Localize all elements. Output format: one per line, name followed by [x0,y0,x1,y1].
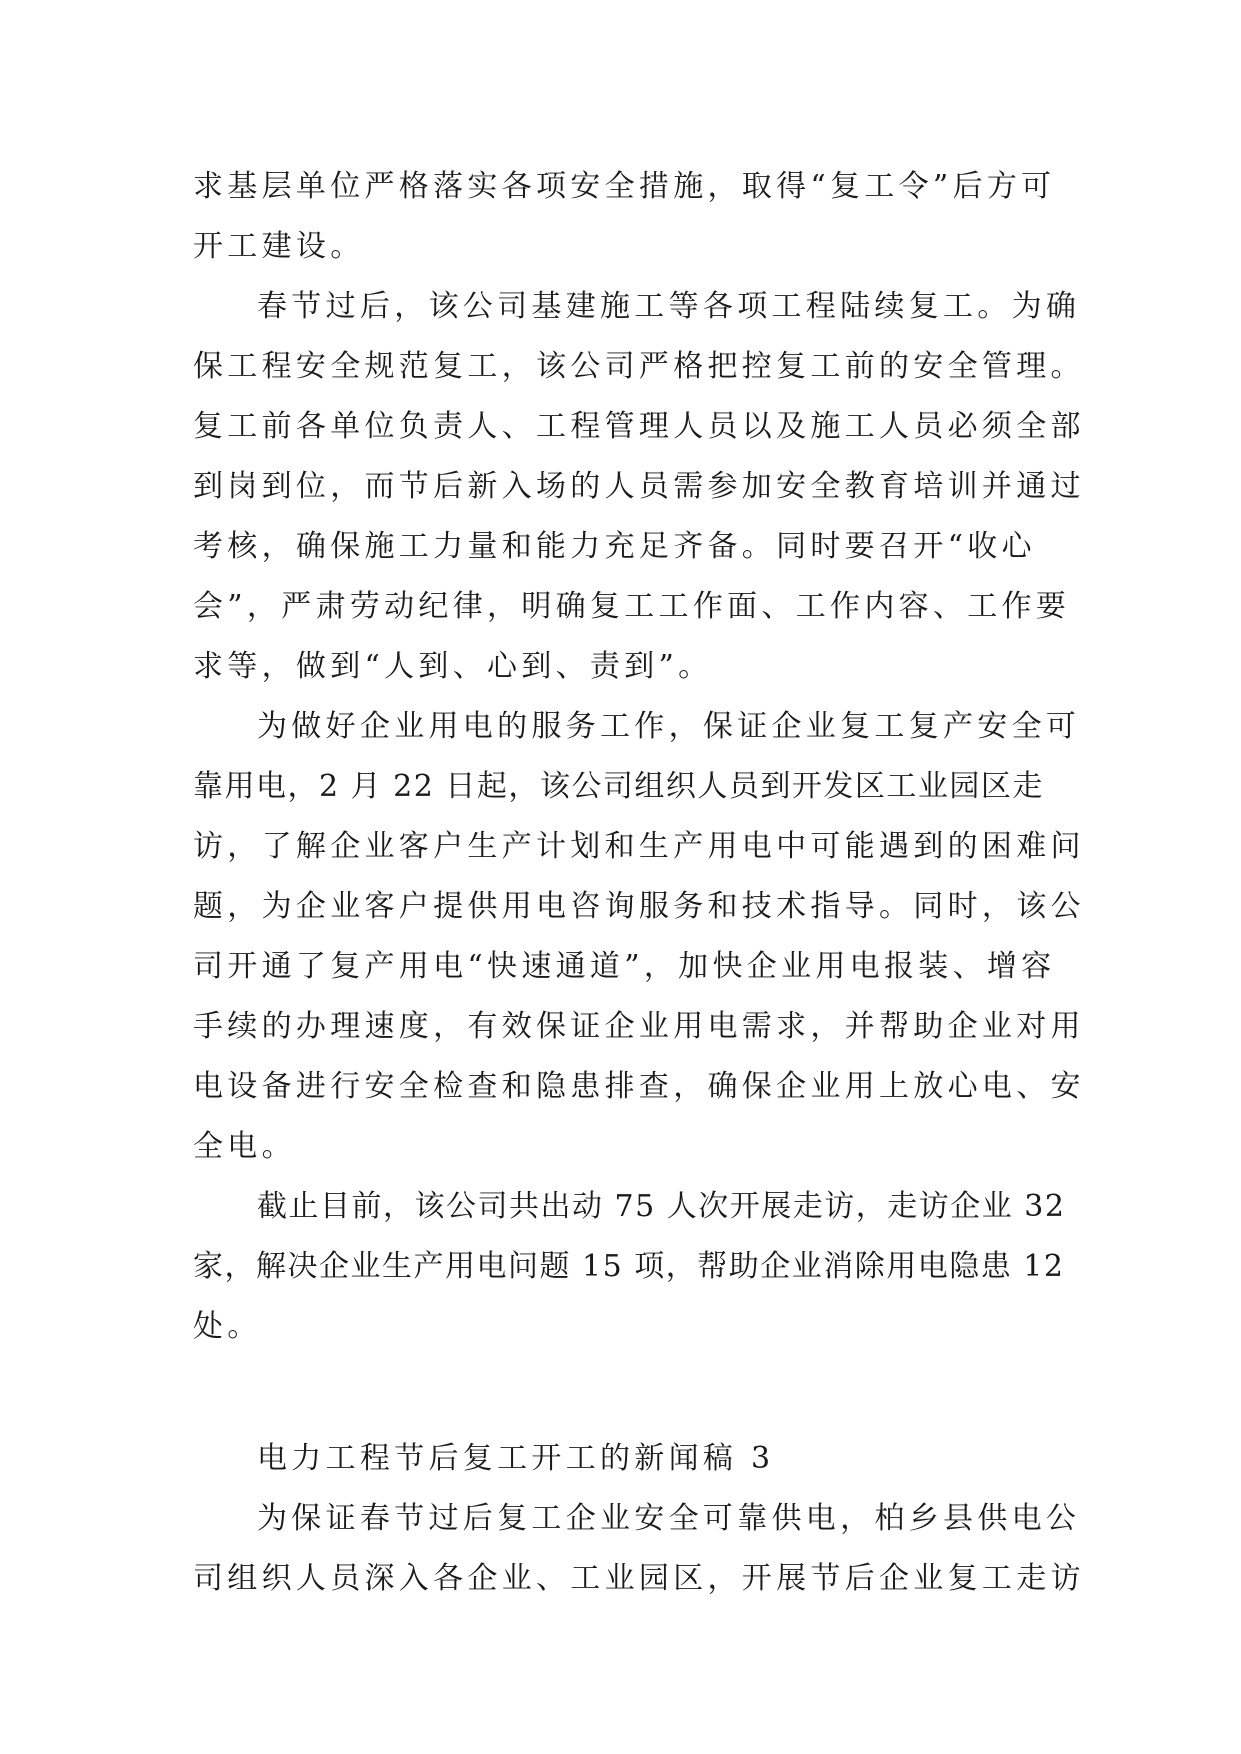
text-line: 开工建设。 [193,229,365,264]
section-gap [193,1357,1049,1429]
document-body [193,157,1085,1609]
text-line: 司组织人员深入各企业、工业园区，开展节后企业复工走访 [193,1561,1085,1596]
text-line: 复工前各单位负责人、工程管理人员以及施工人员必须全部 [193,409,1085,444]
text-line: 求基层单位严格落实各项安全措施，取得“复工令”后方可 [193,169,1056,204]
text-line: 保工程安全规范复工，该公司严格把控复工前的安全管理。 [193,349,1085,384]
text-line: 全电。 [193,1129,296,1164]
text-line: 为做好企业用电的服务工作，保证企业复工复产安全可 [257,709,1081,744]
text-line: 电设备进行安全检查和隐患排查，确保企业用上放心电、安 [193,1069,1085,1104]
text-line: 靠用电，2 月 22 日起，该公司组织人员到开发区工业园区走 [193,769,1044,804]
body-text-after-heading [193,1489,1085,1609]
text-line: 访，了解企业客户生产计划和生产用电中可能遇到的困难问 [193,829,1085,864]
text-line: 家，解决企业生产用电问题 15 项，帮助企业消除用电隐患 12 [193,1249,1065,1284]
section-heading: 电力工程节后复工开工的新闻稿 3 [257,1441,775,1476]
text-line: 考核，确保施工力量和能力充足齐备。同时要召开“收心 [193,529,1036,564]
text-line: 题，为企业客户提供用电咨询服务和技术指导。同时，该公 [193,889,1085,924]
body-text-before-heading [193,157,1085,1357]
text-line: 会”，严肃劳动纪律，明确复工工作面、工作内容、工作要 [193,589,1071,624]
text-line: 求等，做到“人到、心到、责到”。 [193,649,713,684]
text-line: 截止目前，该公司共出动 75 人次开展走访，走访企业 32 [257,1189,1066,1224]
text-line: 手续的办理速度，有效保证企业用电需求，并帮助企业对用 [193,1009,1085,1044]
text-line: 司开通了复产用电“快速通道”，加快企业用电报装、增容 [193,949,1056,984]
text-line: 处。 [193,1309,262,1344]
text-line: 到岗到位，而节后新入场的人员需参加安全教育培训并通过 [193,469,1085,504]
text-line: 为保证春节过后复工企业安全可靠供电，柏乡县供电公 [257,1501,1081,1536]
text-line: 春节过后，该公司基建施工等各项工程陆续复工。为确 [257,289,1081,324]
